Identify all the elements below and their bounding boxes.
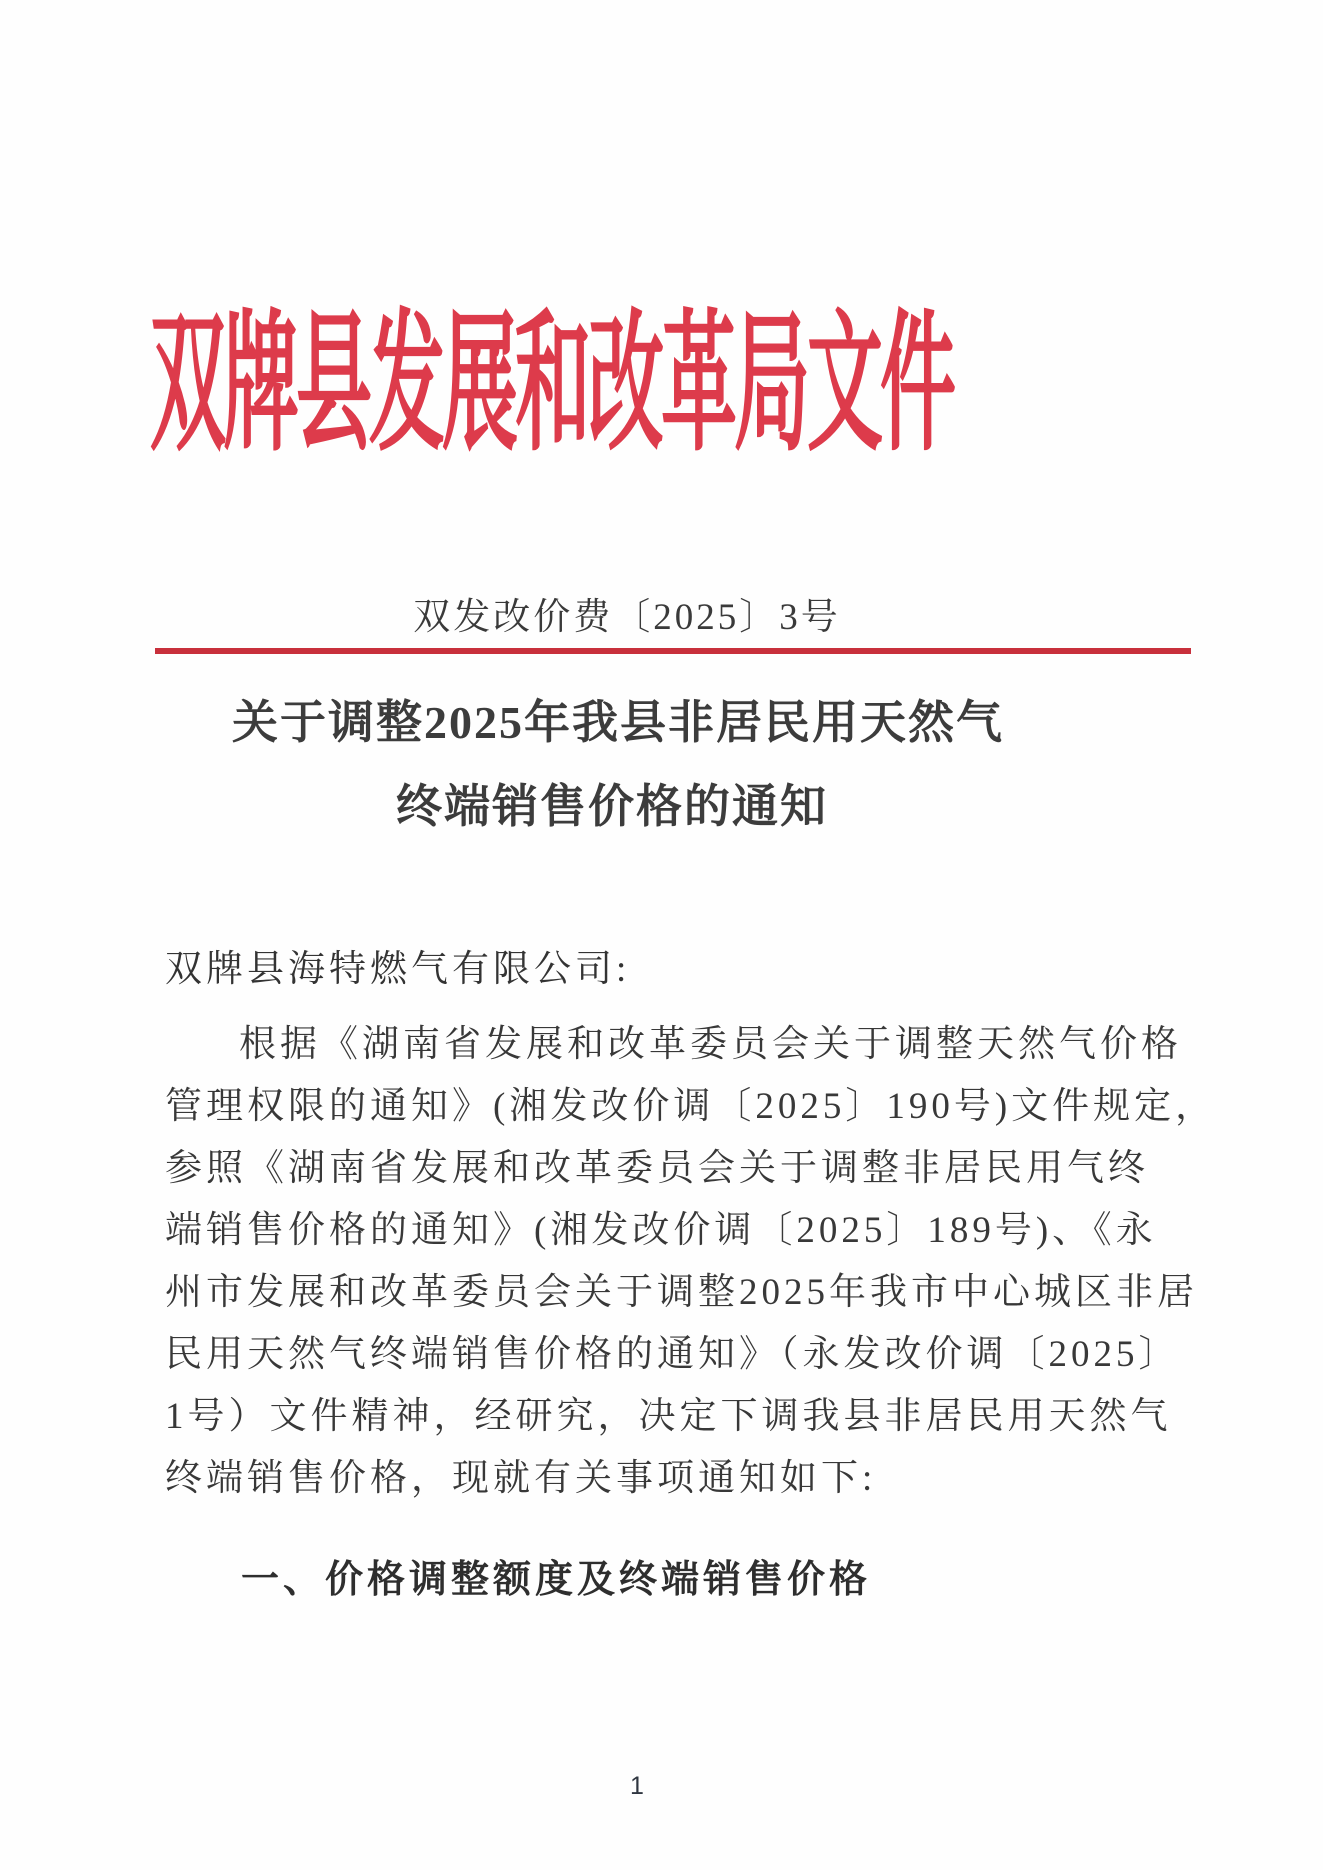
paragraph-line: 1号）文件精神，经研究，决定下调我县非居民用天然气 [165, 1396, 1172, 1437]
paragraph-line: 管理权限的通知》(湘发改价调〔2025〕190号)文件规定， [165, 1086, 1217, 1127]
body-paragraph [165, 1014, 1216, 1510]
paragraph-line: 州市发展和改革委员会关于调整2025年我市中心城区非居 [165, 1272, 1198, 1313]
agency-banner-title: 双牌县发展和改革局文件 [150, 302, 953, 470]
document-title-line-2: 终端销售价格的通知 [396, 781, 828, 832]
paragraph-line: 终端销售价格，现就有关事项通知如下: [165, 1458, 877, 1499]
red-divider-line [155, 648, 1191, 654]
paragraph-line: 民用天然气终端销售价格的通知》（永发改价调〔2025〕 [165, 1334, 1180, 1375]
paragraph-line: 端销售价格的通知》(湘发改价调〔2025〕189号)、《永 [165, 1210, 1157, 1251]
page-number: 1 [630, 1772, 644, 1800]
document-title-line-1: 关于调整2025年我县非居民用天然气 [232, 697, 1004, 748]
document-number: 双发改价费〔2025〕3号 [413, 597, 841, 638]
paragraph-line: 参照《湖南省发展和改革委员会关于调整非居民用气终 [165, 1148, 1149, 1189]
salutation: 双牌县海特燃气有限公司: [165, 949, 631, 990]
paragraph-line: 根据《湖南省发展和改革委员会关于调整天然气价格 [239, 1024, 1182, 1065]
section-1-heading: 一、价格调整额度及终端销售价格 [241, 1559, 872, 1601]
